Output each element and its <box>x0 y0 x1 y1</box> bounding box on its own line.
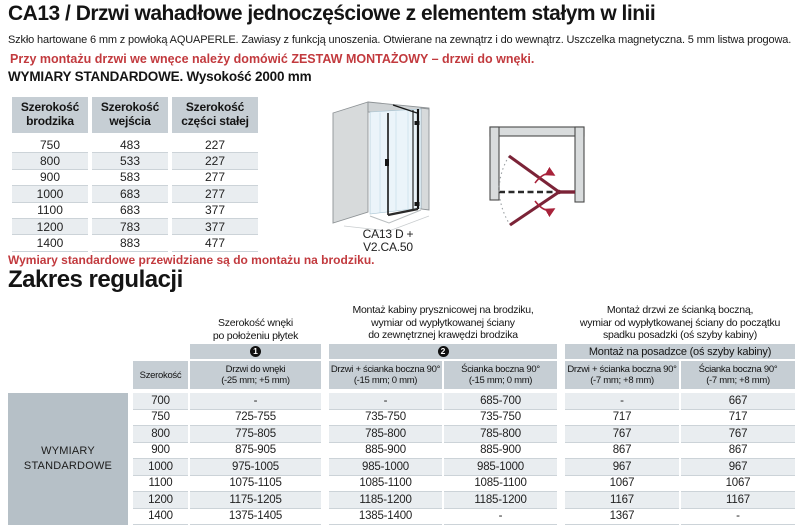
table-cell: 885-900 <box>444 443 557 460</box>
sidebar-line: WYMIARY <box>41 445 95 457</box>
model-label-line2: V2.CA.50 <box>363 240 413 254</box>
column-gap <box>321 426 329 443</box>
page-title: CA13 / Drzwi wahadłowe jednoczęściowe z elementem stałym w linii <box>8 2 656 25</box>
table-cell: - <box>190 393 321 410</box>
column-title: Ścianka boczna 90° <box>461 364 540 375</box>
table-cell: 900 <box>133 443 188 460</box>
top-wall <box>490 127 584 136</box>
column-range: (-15 mm; 0 mm) <box>353 375 418 386</box>
standard-dimensions-heading: WYMIARY STANDARDOWE. Wysokość 2000 mm <box>8 69 312 84</box>
table-cell: - <box>329 393 442 410</box>
right-wall <box>575 127 584 202</box>
number-bar-2 <box>329 344 557 359</box>
table-cell: 967 <box>681 459 795 476</box>
table-cell: 1185-1200 <box>444 492 557 509</box>
column-header <box>444 361 557 389</box>
table-cell: 533 <box>92 153 168 169</box>
table2-subheader <box>133 361 795 389</box>
table-cell: 1167 <box>565 492 679 509</box>
group-header-tray <box>329 304 557 342</box>
sidebar-line: STANDARDOWE <box>23 460 113 472</box>
badge-1-icon: 1 <box>250 346 261 357</box>
column-gap <box>321 509 329 526</box>
mounting-warning: Przy montażu drzwi we wnęce należy domówić ZESTAW MONTAŻOWY – drzwi do wnęki. <box>10 52 535 66</box>
table-cell: 985-1000 <box>444 459 557 476</box>
table-cell: 1375-1405 <box>190 509 321 526</box>
column-gap <box>321 393 329 410</box>
table-cell: 717 <box>681 410 795 427</box>
table-cell: 750 <box>133 410 188 427</box>
table-cell: 767 <box>681 426 795 443</box>
table-cell: 583 <box>92 170 168 186</box>
table-cell: 1167 <box>681 492 795 509</box>
hinge <box>415 202 420 206</box>
column-gap <box>557 410 565 427</box>
table-cell: 227 <box>172 153 258 169</box>
table-cell: 683 <box>92 203 168 219</box>
column-gap <box>557 476 565 493</box>
door-3d-diagram <box>330 92 446 234</box>
model-label-line1: CA13 D + <box>362 227 414 241</box>
swing-arc-dotted <box>499 156 510 225</box>
group-header-line: Montaż kabiny prysznicowej na brodziku, <box>352 304 534 316</box>
column-title: Drzwi + ścianka boczna 90° <box>567 364 677 375</box>
column-title: Drzwi do wnęki <box>225 364 286 375</box>
column-header: Szerokość <box>133 361 188 389</box>
column-header: Szerokość brodzika <box>12 97 88 133</box>
pivot-point <box>557 190 561 194</box>
table-cell: 883 <box>92 235 168 251</box>
table-row <box>133 509 795 526</box>
table-cell: 683 <box>92 186 168 202</box>
table-cell: 667 <box>681 393 795 410</box>
table-cell: 1400 <box>133 509 188 526</box>
table-cell: 767 <box>565 426 679 443</box>
model-label <box>330 228 446 254</box>
table-row <box>133 459 795 476</box>
table-cell: 900 <box>12 170 88 186</box>
door-open-outward <box>510 192 559 225</box>
table-cell: 735-750 <box>329 410 442 427</box>
product-description: Szkło hartowane 6 mm z powłoką AQUAPERLE. Zawiasy z funkcją unoszenia. Otwierane na zewnątrz i do wewnątrz. Uszczelka magnetyczna. 5 mm listwa progowa. <box>8 34 792 46</box>
table-row <box>133 410 795 427</box>
table-cell: 985-1000 <box>329 459 442 476</box>
number-bar-1 <box>190 344 321 359</box>
table-cell: 750 <box>12 137 88 153</box>
column-gap <box>557 509 565 526</box>
group-header-niche <box>190 317 321 342</box>
column-gap <box>557 459 565 476</box>
table-cell: - <box>444 509 557 526</box>
badge-2-icon: 2 <box>438 346 449 357</box>
column-gap <box>321 459 329 476</box>
table-row <box>12 153 258 169</box>
table-cell: 277 <box>172 170 258 186</box>
group-header-line: wymiar od wypłytkowanej ściany <box>371 316 515 329</box>
column-title: Ścianka boczna 90° <box>698 364 778 375</box>
table-row <box>133 476 795 493</box>
column-header <box>681 361 795 389</box>
table-row <box>12 235 258 251</box>
table-cell: 1067 <box>681 476 795 493</box>
table-cell: 1100 <box>12 203 88 219</box>
table-cell: 1085-1100 <box>329 476 442 493</box>
group-header-line: wymiar od wypłytkowanej ściany do początku <box>579 316 781 329</box>
table-cell: 783 <box>92 219 168 235</box>
column-gap <box>557 426 565 443</box>
table-row <box>133 426 795 443</box>
right-wall-panel <box>421 108 429 210</box>
standard-dimensions-note: Wymiary standardowe przewidziane są do montażu na brodziku. <box>8 253 375 267</box>
table-cell: 1100 <box>133 476 188 493</box>
hinge <box>415 121 420 125</box>
table-cell: 477 <box>172 235 258 251</box>
column-header <box>190 361 321 389</box>
table2-group-headers <box>133 303 795 344</box>
column-range: (-15 mm; 0 mm) <box>468 375 533 386</box>
column-gap <box>557 492 565 509</box>
column-gap <box>321 492 329 509</box>
table-cell: 717 <box>565 410 679 427</box>
table-row <box>12 137 258 153</box>
table-row <box>12 170 258 186</box>
floor-mount-bar: Montaż na posadzce (oś szyby kabiny) <box>565 344 795 359</box>
column-range: (-25 mm; +5 mm) <box>221 375 290 386</box>
table-cell: 1075-1105 <box>190 476 321 493</box>
group-header-line: Szerokość wnęki <box>217 317 294 329</box>
left-wall <box>490 127 499 200</box>
adjustment-range-table <box>133 303 795 525</box>
door-handle <box>385 159 389 166</box>
table-cell: 1367 <box>565 509 679 526</box>
table-cell: 1000 <box>133 459 188 476</box>
table-cell: 785-800 <box>444 426 557 443</box>
table-cell: 975-1005 <box>190 459 321 476</box>
table-row <box>133 443 795 460</box>
table-cell: - <box>565 393 679 410</box>
door-swing-top-view <box>483 112 588 234</box>
table-cell: 867 <box>565 443 679 460</box>
group-header-line: spadku posadzki (oś szyby kabiny) <box>603 329 757 341</box>
column-range: (-7 mm; +8 mm) <box>706 375 770 386</box>
table-cell: 1400 <box>12 235 88 251</box>
table-cell: 1385-1400 <box>329 509 442 526</box>
table-cell: 377 <box>172 219 258 235</box>
section-title: Zakres regulacji <box>8 266 183 293</box>
table-cell: 775-805 <box>190 426 321 443</box>
table-cell: 735-750 <box>444 410 557 427</box>
group-header-sidewall <box>565 304 795 342</box>
column-gap <box>557 393 565 410</box>
left-wall-panel <box>333 102 368 223</box>
table-cell: 1185-1200 <box>329 492 442 509</box>
table-cell: 800 <box>133 426 188 443</box>
column-gap <box>321 410 329 427</box>
column-gap <box>321 443 329 460</box>
table-cell: 867 <box>681 443 795 460</box>
table-cell: 277 <box>172 186 258 202</box>
standard-dimensions-sidebar <box>8 393 128 525</box>
table-cell: 227 <box>172 137 258 153</box>
table-cell: 885-900 <box>329 443 442 460</box>
dimensions-table-header <box>12 97 258 133</box>
table2-body <box>133 393 795 525</box>
column-gap <box>557 443 565 460</box>
table-cell: 377 <box>172 203 258 219</box>
table2-number-bar <box>133 344 795 359</box>
table-row <box>133 492 795 509</box>
table1-body <box>12 137 258 252</box>
dimensions-table <box>12 97 258 252</box>
column-range: (-7 mm; +8 mm) <box>590 375 654 386</box>
table-cell: 700 <box>133 393 188 410</box>
table-cell: 1200 <box>12 219 88 235</box>
table-cell: 685-700 <box>444 393 557 410</box>
table-cell: 785-800 <box>329 426 442 443</box>
table-cell: 800 <box>12 153 88 169</box>
column-header: Szerokość części stałej <box>172 97 258 133</box>
table-row <box>133 393 795 410</box>
column-gap <box>321 476 329 493</box>
table-row <box>12 186 258 202</box>
table-row <box>12 203 258 219</box>
table-cell: - <box>681 509 795 526</box>
group-header-line: do zewnętrznej krawędzi brodzika <box>368 329 518 341</box>
column-header <box>565 361 679 389</box>
table-cell: 1175-1205 <box>190 492 321 509</box>
group-header-line: po położeniu płytek <box>212 329 299 342</box>
table-cell: 725-755 <box>190 410 321 427</box>
column-header <box>329 361 442 389</box>
table-cell: 1000 <box>12 186 88 202</box>
table-cell: 483 <box>92 137 168 153</box>
table-cell: 1200 <box>133 492 188 509</box>
table-cell: 967 <box>565 459 679 476</box>
column-title: Drzwi + ścianka boczna 90° <box>330 364 441 375</box>
table-row <box>12 219 258 235</box>
column-header: Szerokość wejścia <box>92 97 168 133</box>
table-cell: 1085-1100 <box>444 476 557 493</box>
group-header-line: Montaż drzwi ze ścianką boczną, <box>606 304 754 316</box>
table-cell: 1067 <box>565 476 679 493</box>
table-cell: 875-905 <box>190 443 321 460</box>
